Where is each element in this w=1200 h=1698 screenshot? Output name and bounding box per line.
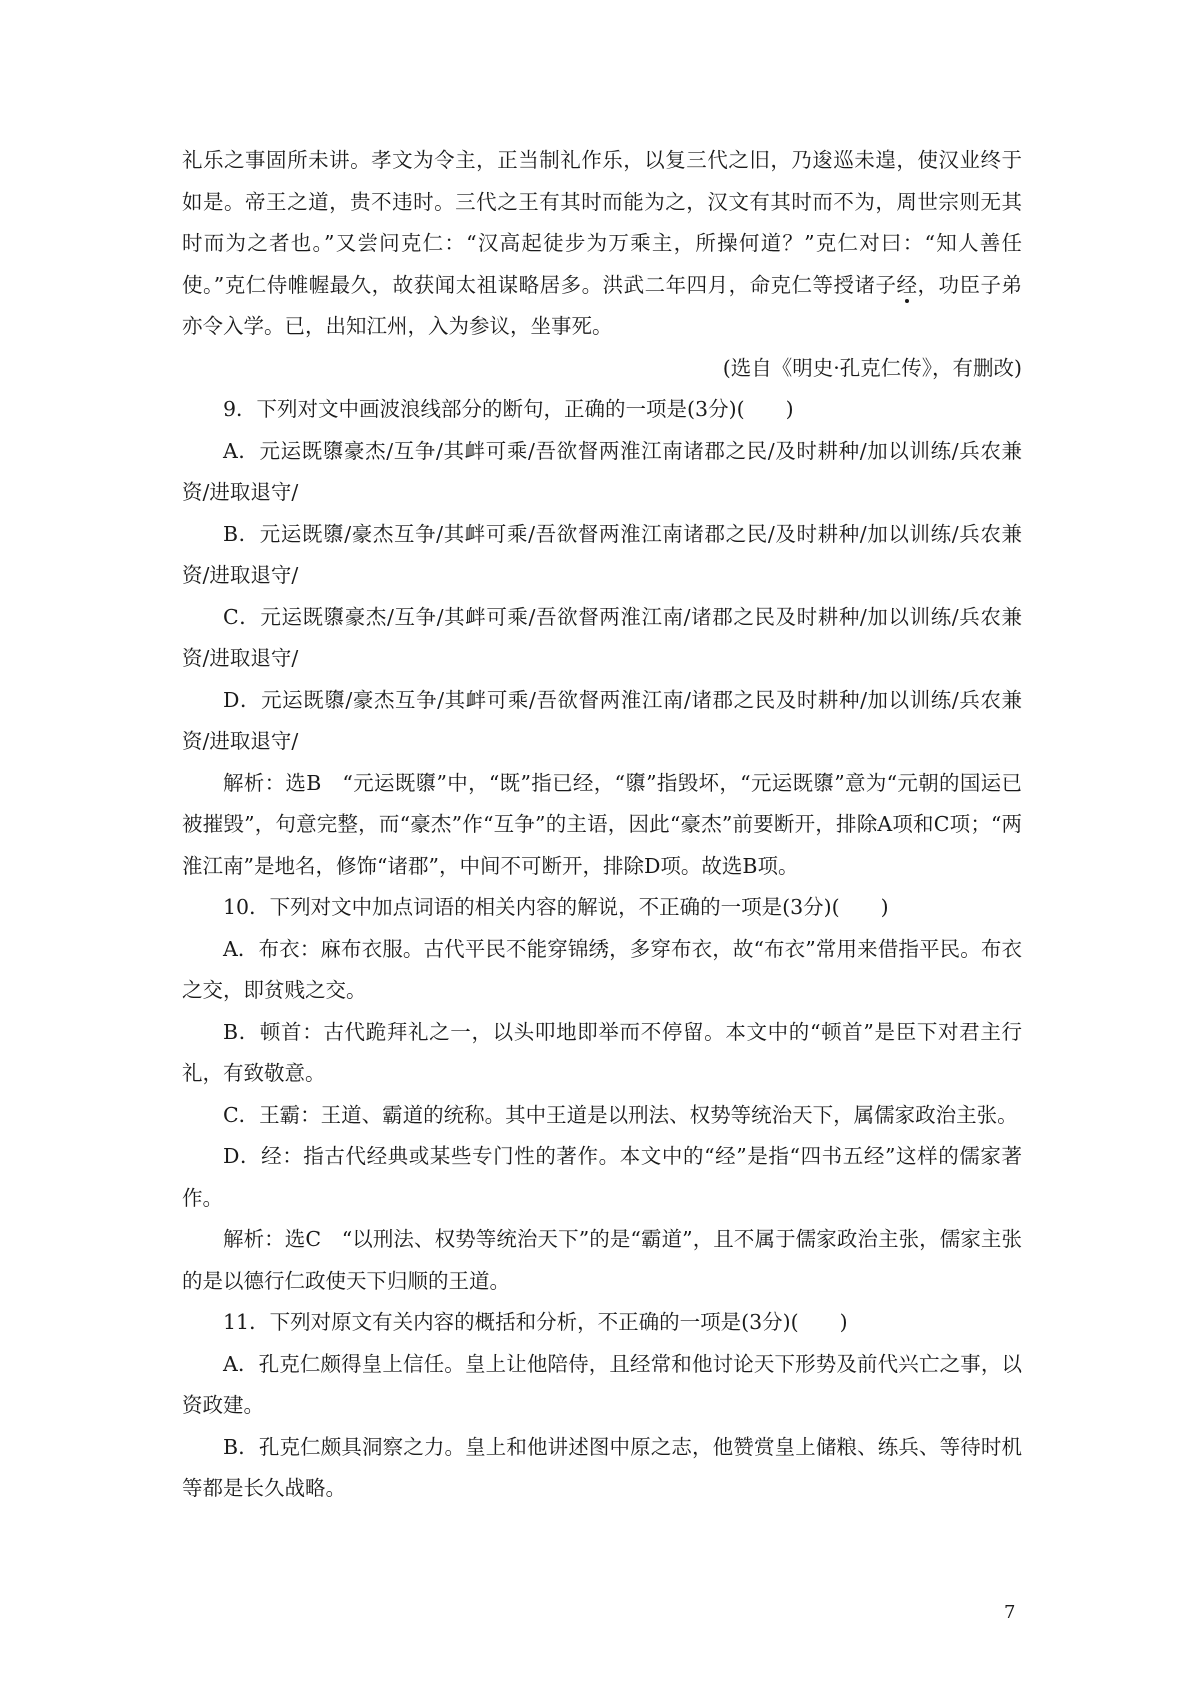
question-9-analysis: 解析：选B “元运既隳”中，“既”指已经，“隳”指毁坏，“元运既隳”意为“元朝的国运已被摧毁”，句意完整，而“豪杰”作“互争”的主语，因此“豪杰”前要断开，排除A项和C项；“两淮江南”是地名，修饰“诸郡”，中间不可断开，排除D项。故选B项。 [182,770,1022,878]
question-11-option-b: B．孔克仁颇具洞察之力。皇上和他讲述图中原之志，他赞赏皇上储粮、练兵、等待时机等都是长久战略。 [182,1434,1022,1500]
question-10-option-c: C．王霸：王道、霸道的统称。其中王道是以刑法、权势等统治天下，属儒家政治主张。 [223,1102,1018,1127]
question-9-option-d: D．元运既隳/豪杰互争/其衅可乘/吾欲督两淮江南/诸郡之民及时耕种/加以训练/兵农兼资/进取退守/ [182,687,1022,753]
document-body [182,140,1022,1510]
question-9-option-c: C．元运既隳豪杰/互争/其衅可乘/吾欲督两淮江南/诸郡之民及时耕种/加以训练/兵农兼资/进取退守/ [182,604,1022,670]
question-9-option-b: B．元运既隳/豪杰互争/其衅可乘/吾欲督两淮江南诸郡之民/及时耕种/加以训练/兵农兼资/进取退守/ [182,521,1022,587]
question-10-option-a: A．布衣：麻布衣服。古代平民不能穿锦绣，多穿布衣，故“布衣”常用来借指平民。布衣之交，即贫贱之交。 [182,936,1022,1002]
question-11-stem: 11．下列对原文有关内容的概括和分析，不正确的一项是(3分)( ) [223,1310,848,1334]
question-9-stem: 9．下列对文中画波浪线部分的断句，正确的一项是(3分)( ) [223,397,794,421]
question-11-option-a: A．孔克仁颇得皇上信任。皇上让他陪侍，且经常和他讨论天下形势及前代兴亡之事，以资政建。 [182,1351,1022,1417]
passage-text: 礼乐之事固所未讲。孝文为令主，正当制礼作乐，以复三代之旧，乃逡巡未遑，使汉业终于如是。帝王之道，贵不违时。三代之王有其时而能为之，汉文有其时而不为，周世宗则无其时而为之者也。”又尝问克仁：“汉高起徒步为万乘主，所操何道？”克仁对曰：“知人善任使。”克仁侍帷幄最久，故获闻太祖谋略居多。洪武二年四月，命克仁等授诸子 [182,148,1022,297]
passage-paragraph [182,140,1022,348]
question-10-option-d: D．经：指古代经典或某些专门性的著作。本文中的“经”是指“四书五经”这样的儒家著作。 [182,1144,1022,1210]
passage-source: (选自《明史·孔克仁传》，有删改) [722,355,1022,380]
question-10-analysis: 解析：选C “以刑法、权势等统治天下”的是“霸道”，且不属于儒家政治主张，儒家主张的是以德行仁政使天下归顺的王道。 [182,1227,1022,1293]
question-10-stem: 10．下列对文中加点词语的相关内容的解说，不正确的一项是(3分)( ) [223,895,889,919]
dotted-character: 经 [897,265,918,307]
passage-text-tail: ，功臣子弟亦令入学。已，出知江州，入为参议，坐事死。 [182,272,1023,338]
question-10-option-b: B．顿首：古代跪拜礼之一，以头叩地即举而不停留。本文中的“顿首”是臣下对君主行礼，有致敬意。 [182,1019,1022,1085]
question-9-option-a: A．元运既隳豪杰/互争/其衅可乘/吾欲督两淮江南诸郡之民/及时耕种/加以训练/兵农兼资/进取退守/ [182,438,1022,504]
page-number: 7 [1004,1602,1016,1623]
